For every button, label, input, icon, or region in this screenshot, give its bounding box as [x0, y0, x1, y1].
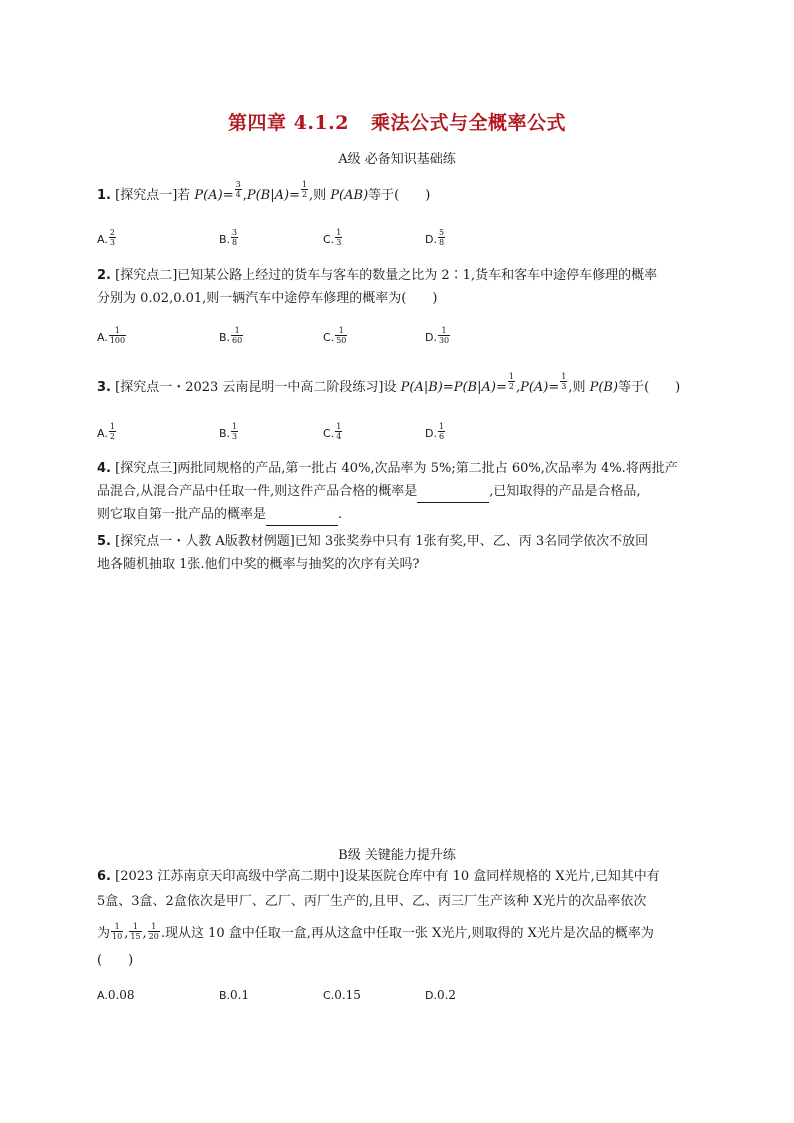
question-3: 3. [探究点一・2023 云南昆明一中高二阶段练习]设 P(A|B)=P(B|A)= $\frac{1}{2}$ ,P(A)= $\frac{1}{3}$ ,则 P(B)等于( ): [97, 372, 681, 395]
fraction: $\frac{3}{8}$: [232, 228, 238, 247]
fraction: $\frac{3}{4}$: [235, 180, 241, 199]
fraction: $\frac{1}{3}$: [561, 372, 567, 391]
option-d[interactable]: D.0.2: [425, 988, 457, 1002]
question-6-options: [97, 988, 705, 1012]
fraction: $\frac{1}{2}$: [508, 372, 514, 391]
question-2: 2. [探究点二]已知某公路上经过的货车与客车的数量之比为 2∶1,货车和客车中途停车修理的概率 分别为 0.02,0.01,则一辆汽车中途停车修理的概率为( ): [97, 268, 658, 306]
fraction: $\frac{1}{10}$: [112, 922, 123, 941]
option-c[interactable]: C. $\frac{1}{4}$: [323, 422, 342, 441]
answer-blank-2[interactable]: [266, 511, 338, 526]
option-b[interactable]: B.0.1: [219, 988, 250, 1002]
fraction: $\frac{1}{4}$: [336, 422, 342, 441]
option-a[interactable]: A. $\frac{1}{100}$: [97, 326, 126, 345]
question-1-options: [97, 230, 705, 254]
fraction: $\frac{1}{3}$: [232, 422, 238, 441]
question-4: 4. [探究点三]两批同规格的产品,第一批占 40%,次品率为 5%;第二批占 60%,次品率为 4%.将两批产 品混合,从混合产品中任取一件,则这件产品合格的概率是 ,已知取得的产品是合格品, 则它取自第一批产品的概率是 .: [97, 457, 705, 526]
fraction: $\frac{1}{2}$: [301, 180, 308, 199]
fraction: $\frac{1}{60}$: [232, 326, 243, 345]
fraction: $\frac{1}{6}$: [438, 422, 445, 441]
option-c[interactable]: C. $\frac{1}{50}$: [323, 326, 347, 345]
section-a-heading: A级 必备知识基础练: [338, 152, 456, 167]
option-c[interactable]: C. $\frac{1}{3}$: [323, 228, 342, 247]
fraction: $\frac{1}{3}$: [336, 228, 342, 247]
fraction: $\frac{1}{30}$: [438, 326, 450, 345]
option-c[interactable]: C.0.15: [323, 988, 361, 1002]
section-b-heading: B级 关键能力提升练: [338, 848, 456, 863]
fraction: $\frac{2}{3}$: [109, 228, 115, 247]
option-a[interactable]: A.0.08: [97, 988, 135, 1002]
option-a[interactable]: A. $\frac{2}{3}$: [97, 228, 115, 247]
fraction: $\frac{1}{20}$: [148, 922, 159, 941]
option-d[interactable]: D. $\frac{5}{8}$: [425, 228, 445, 247]
question-6: 6. [2023 江苏南京天印高级中学高二期中]设某医院仓库中有 10 盒同样规格的 X光片,已知其中有 5盒、3盒、2盒依次是甲厂、乙厂、丙厂生产的,且甲、乙、丙三厂生产该种 X光片的次品率依次 为 $\frac{1}{10}$ , $\frac{1}{15}$ , $\frac{1}{20}$ .现从这 10 盒中任取一盒,再从这盒中任取一张 X光片,则取得的 X光片是次品的概率为 ( ): [97, 869, 660, 968]
option-a[interactable]: A. $\frac{1}{2}$: [97, 422, 115, 441]
question-5: 5. [探究点一・人教 A版教材例题]已知 3张奖券中只有 1张有奖,甲、乙、丙 3名同学依次不放回 地各随机抽取 1张.他们中奖的概率与抽奖的次序有关吗?: [97, 534, 649, 572]
option-d[interactable]: D. $\frac{1}{30}$: [425, 326, 450, 345]
page-title: 第四章 4.1.2 乘法公式与全概率公式: [227, 112, 567, 134]
fraction: $\frac{1}{100}$: [109, 326, 126, 345]
option-b[interactable]: B. $\frac{1}{60}$: [219, 326, 243, 345]
question-3-options: [97, 424, 705, 448]
question-2-options: [97, 328, 705, 352]
fraction: $\frac{5}{8}$: [438, 228, 445, 247]
option-b[interactable]: B. $\frac{3}{8}$: [219, 228, 238, 247]
fraction: $\frac{1}{2}$: [109, 422, 115, 441]
answer-blank-1[interactable]: [417, 488, 489, 503]
option-d[interactable]: D. $\frac{1}{6}$: [425, 422, 445, 441]
fraction: $\frac{1}{15}$: [130, 922, 141, 941]
option-b[interactable]: B. $\frac{1}{3}$: [219, 422, 238, 441]
fraction: $\frac{1}{50}$: [336, 326, 347, 345]
question-1: 1. [探究点一]若 P(A)= $\frac{3}{4}$ ,P(B|A)= $\frac{1}{2}$ ,则 P(AB)等于( ): [97, 180, 431, 203]
